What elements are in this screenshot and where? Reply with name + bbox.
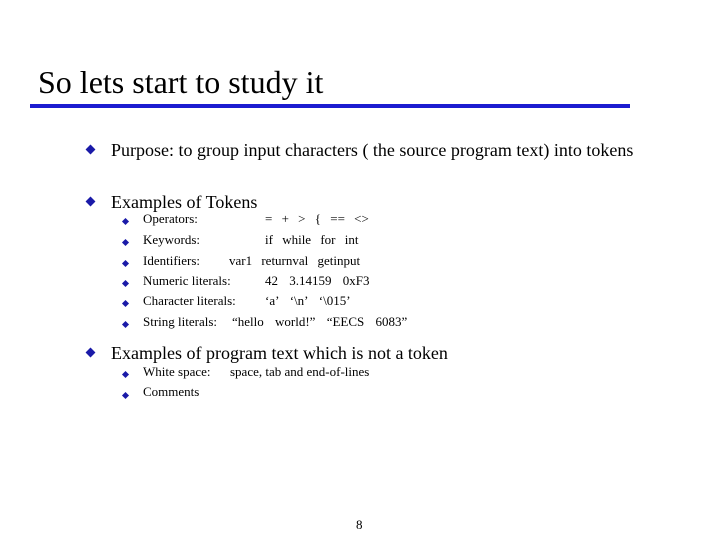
token-label-operators: Operators:	[143, 211, 198, 226]
page-number: 8	[356, 517, 363, 532]
sub-bullet-icon	[122, 260, 129, 267]
bullet-examples-of-tokens: Examples of Tokens	[111, 192, 258, 212]
non-token-label-white-space: White space:	[143, 364, 211, 379]
token-value-numeric-literals: 42 3.14159 0xF3	[265, 273, 370, 288]
non-token-label-comments: Comments	[143, 384, 200, 399]
sub-bullet-icon	[122, 300, 129, 307]
bullet-diamond-icon	[86, 348, 96, 358]
bullet-purpose: Purpose: to group input characters ( the source program text) into tokens	[111, 140, 634, 160]
sub-bullet-icon	[122, 321, 129, 328]
token-label-numeric-literals: Numeric literals:	[143, 273, 231, 288]
token-label-identifiers: Identifiers:	[143, 253, 201, 268]
sub-bullet-icon	[122, 392, 129, 399]
token-value-string-literals: “hello world!” “EECS 6083”	[232, 314, 408, 329]
sub-bullet-icon	[122, 218, 129, 225]
token-value-identifiers: var1 returnval getinput	[229, 253, 361, 268]
bullet-diamond-icon	[86, 197, 96, 207]
token-value-keywords: if while for int	[265, 232, 359, 247]
token-value-character-literals: ‘a’ ‘\n’ ‘\015’	[265, 293, 351, 308]
sub-bullet-icon	[122, 280, 129, 287]
token-label-character-literals: Character literals:	[143, 293, 236, 308]
token-label-keywords: Keywords:	[143, 232, 201, 247]
token-label-string-literals: String literals:	[143, 314, 218, 329]
slide-title: So lets start to study it	[38, 64, 324, 100]
sub-bullet-icon	[122, 239, 129, 246]
token-value-operators: = + > { == <>	[265, 211, 369, 226]
sub-bullet-icon	[122, 371, 129, 378]
bullet-diamond-icon	[86, 145, 96, 155]
bullet-not-a-token: Examples of program text which is not a token	[111, 343, 448, 363]
title-underline	[30, 104, 630, 108]
non-token-value-white-space: space, tab and end-of-lines	[230, 364, 370, 379]
